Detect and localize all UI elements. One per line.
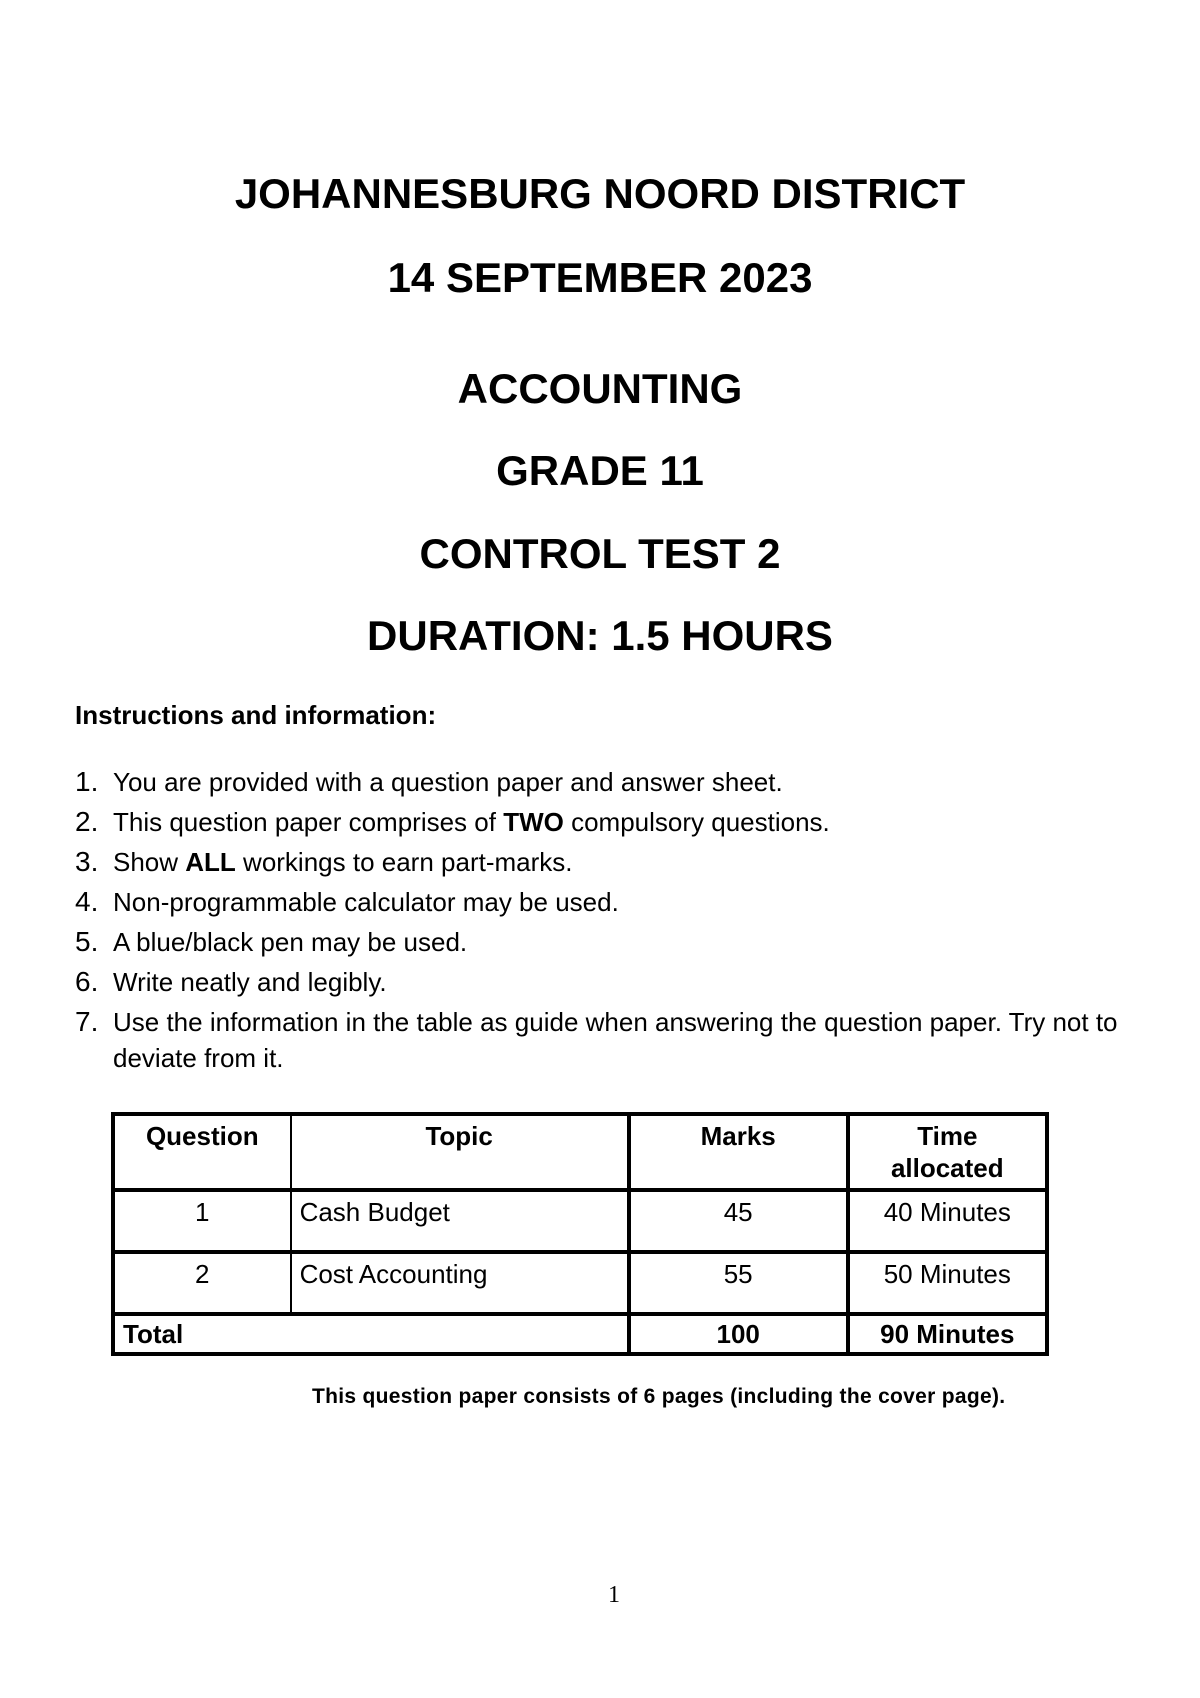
instruction-text: You are provided with a question paper and answer sheet. [113, 767, 783, 797]
instruction-text: Non-programmable calculator may be used. [113, 887, 619, 917]
instruction-item [75, 964, 1135, 1000]
exam-date: 14 SEPTEMBER 2023 [387, 254, 813, 301]
instruction-text: Write neatly and legibly. [113, 967, 387, 997]
instruction-number: 6. [75, 966, 99, 997]
instruction-item [75, 924, 1135, 960]
instruction-text: A blue/black pen may be used. [113, 927, 468, 957]
total-marks: 100 [629, 1314, 848, 1354]
instructions-list [75, 764, 1135, 1080]
instruction-text: Show ALL workings to earn part-marks. [113, 847, 573, 877]
time-cell: 50 Minutes [848, 1252, 1047, 1314]
header-topic: Topic [291, 1114, 629, 1190]
instruction-number: 2. [75, 806, 99, 837]
topic-cell: Cash Budget [291, 1190, 629, 1252]
instruction-number: 7. [75, 1006, 99, 1037]
instruction-item [75, 884, 1135, 920]
instruction-emphasis: ALL [185, 847, 236, 877]
subject-title: ACCOUNTING [457, 365, 743, 412]
instruction-item [75, 844, 1135, 880]
instruction-number: 4. [75, 886, 99, 917]
table-row [113, 1190, 1047, 1252]
instruction-text: This question paper comprises of TWO compulsory questions. [113, 807, 830, 837]
test-title: CONTROL TEST 2 [419, 530, 781, 577]
district-title: JOHANNESBURG NOORD DISTRICT [234, 170, 966, 217]
page-number: 1 [608, 1582, 620, 1608]
instructions-heading: Instructions and information: [75, 700, 437, 730]
instruction-item [75, 764, 1135, 800]
instruction-emphasis: TWO [503, 807, 564, 837]
header-marks: Marks [629, 1114, 848, 1190]
header-question: Question [113, 1114, 291, 1190]
question-cell: 1 [113, 1190, 291, 1252]
instruction-text: Use the information in the table as guide when answering the question paper. Try not to deviate from it. [113, 1007, 1118, 1073]
duration-title: DURATION: 1.5 HOURS [367, 612, 833, 659]
total-time: 90 Minutes [848, 1314, 1047, 1354]
instruction-item [75, 804, 1135, 840]
marks-cell: 45 [629, 1190, 848, 1252]
header-time: Time allocated [848, 1114, 1047, 1190]
page-count-note: This question paper consists of 6 pages (including the cover page). [312, 1385, 1006, 1408]
instruction-number: 1. [75, 766, 99, 797]
total-label: Total [113, 1314, 629, 1354]
instruction-number: 3. [75, 846, 99, 877]
time-cell: 40 Minutes [848, 1190, 1047, 1252]
question-cell: 2 [113, 1252, 291, 1314]
marks-allocation-table [111, 1112, 1049, 1356]
instruction-number: 5. [75, 926, 99, 957]
table-row [113, 1252, 1047, 1314]
table-total-row [113, 1314, 1047, 1354]
marks-cell: 55 [629, 1252, 848, 1314]
topic-cell: Cost Accounting [291, 1252, 629, 1314]
table-header-row [113, 1114, 1047, 1190]
instruction-item [75, 1004, 1135, 1076]
grade-title: GRADE 11 [496, 447, 704, 494]
